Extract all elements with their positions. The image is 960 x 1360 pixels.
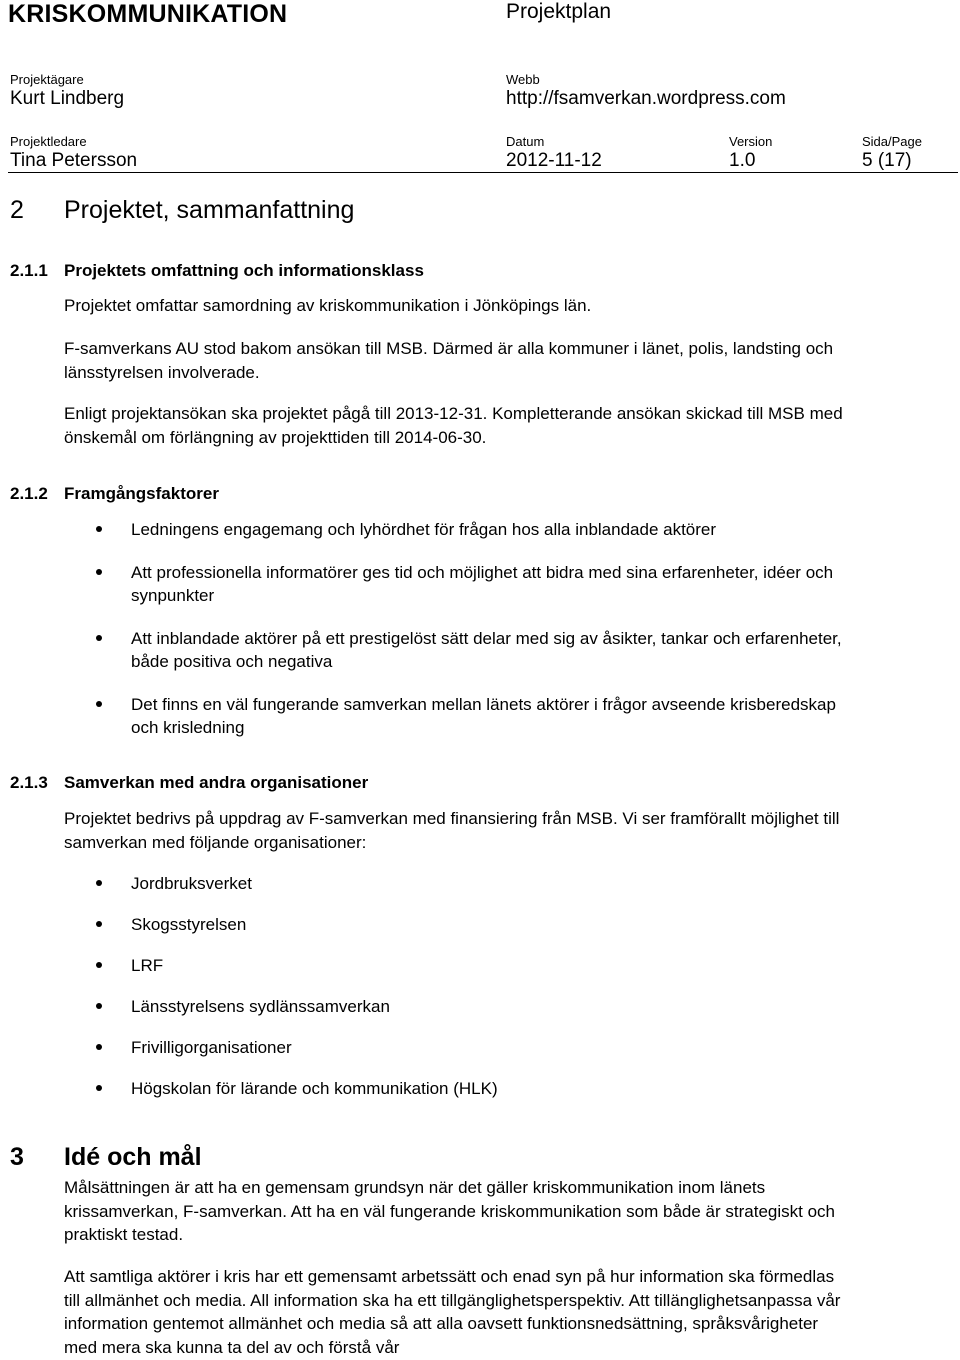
- list-item: Att professionella informatörer ges tid och möjlighet att bidra med sina erfarenheter, idéer och synpunkter: [96, 561, 856, 608]
- list-item: Det finns en väl fungerande samverkan mellan länets aktörer i frågor avseende krisberedskap och krisledning: [96, 693, 856, 740]
- leader-label: Projektledare: [10, 134, 87, 149]
- paragraph-scope: Projektet omfattar samordning av kriskommunikation i Jönköpings län.: [64, 296, 592, 315]
- section-2-1-1-number: 2.1.1: [10, 261, 48, 280]
- success-factors-list: [96, 518, 856, 740]
- paragraph-timeline: Enligt projektansökan ska projektet pågå till 2013-12-31. Kompletterande ansökan skickad till MSB med önskemål om förlängning av projekttiden till 2014-06-30.: [64, 404, 843, 447]
- org-title: KRISKOMMUNIKATION: [8, 0, 288, 28]
- paragraph-collaboration: Projektet bedrivs på uppdrag av F-samverkan med finansiering från MSB. Vi ser framförallt möjlighet till samverkan med följande organisationer:: [64, 809, 840, 852]
- paragraph-support: F-samverkans AU stod bakom ansökan till MSB. Därmed är alla kommuner i länet, polis, landsting och länsstyrelsen involverade.: [64, 339, 834, 382]
- section-3-title: Idé och mål: [64, 1143, 202, 1171]
- list-item: LRF: [96, 954, 856, 978]
- list-item: Länsstyrelsens sydlänssamverkan: [96, 995, 856, 1019]
- section-2-1-3-title: Samverkan med andra organisationer: [64, 773, 369, 792]
- section-2-title: Projektet, sammanfattning: [64, 196, 355, 224]
- page-number: 5 (17): [862, 150, 912, 171]
- owner-value: Kurt Lindberg: [10, 88, 125, 109]
- page-label: Sida/Page: [862, 134, 922, 149]
- leader-value: Tina Petersson: [10, 150, 138, 171]
- owner-label: Projektägare: [10, 72, 84, 87]
- list-item: Ledningens engagemang och lyhördhet för frågan hos alla inblandade aktörer: [96, 518, 856, 542]
- organisations-list: [96, 872, 856, 1101]
- section-2-1-2-number: 2.1.2: [10, 484, 48, 503]
- list-item: Högskolan för lärande och kommunikation (HLK): [96, 1077, 856, 1101]
- section-2-1-3-heading: [10, 773, 368, 793]
- version-value: 1.0: [729, 150, 756, 171]
- date-value: 2012-11-12: [506, 150, 602, 171]
- section-2-heading: [10, 196, 354, 225]
- section-2-1-1-heading: [10, 261, 424, 281]
- list-item: Skogsstyrelsen: [96, 913, 856, 937]
- list-item: Frivilligorganisationer: [96, 1036, 856, 1060]
- paragraph-approach: Att samtliga aktörer i kris har ett gemensamt arbetssätt och enad syn på hur information ska förmedlas till allmänhet och media. All information ska ha ett tillgänglighetsperspektiv. Att tillänglighetsanpassa vår information gentemot allmänhet och media så att alla oavsett funktionsnedsättning, språksvårigheter med mera ska kunna ta del av och förstå vår: [64, 1267, 841, 1357]
- paragraph-goal: Målsättningen är att ha en gemensam grundsyn när det gäller kriskommunikation inom länets krissamverkan, F-samverkan. Att ha en väl fungerande kriskommunikation som både är strategiskt och praktiskt testad.: [64, 1178, 836, 1244]
- section-2-1-1-title: Projektets omfattning och informationsklass: [64, 261, 424, 280]
- section-2-1-2-title: Framgångsfaktorer: [64, 484, 219, 503]
- document-type: Projektplan: [506, 0, 612, 23]
- section-3-number: 3: [10, 1143, 24, 1171]
- web-label: Webb: [506, 72, 540, 87]
- date-label: Datum: [506, 134, 545, 149]
- section-2-1-2-heading: [10, 484, 219, 504]
- list-item: Att inblandade aktörer på ett prestigelöst sätt delar med sig av åsikter, tankar och erfarenheter, både positiva och negativa: [96, 627, 856, 674]
- version-label: Version: [729, 134, 773, 149]
- section-3-heading: [10, 1143, 202, 1172]
- section-2-number: 2: [10, 196, 24, 224]
- list-item: Jordbruksverket: [96, 872, 856, 896]
- web-link[interactable]: http://fsamverkan.wordpress.com: [506, 88, 786, 109]
- section-2-1-3-number: 2.1.3: [10, 773, 48, 792]
- header-divider: [8, 172, 958, 173]
